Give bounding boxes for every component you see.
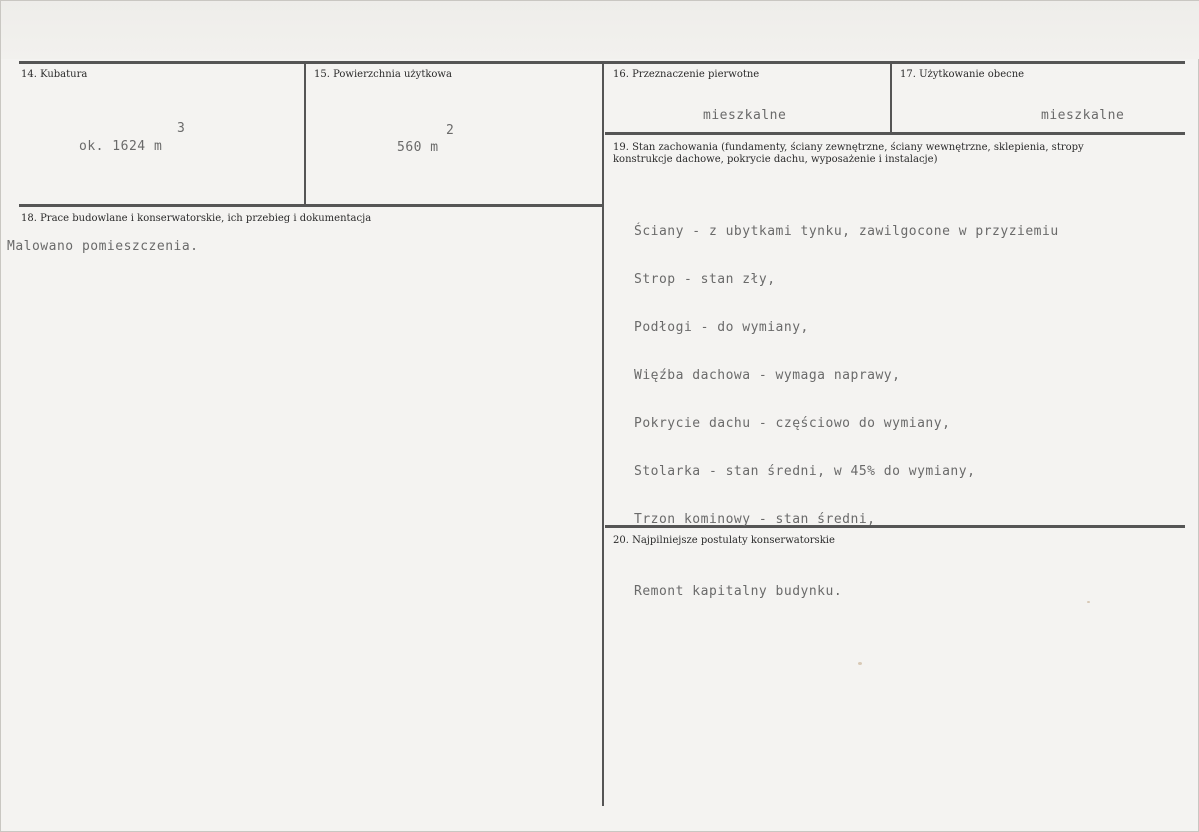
paper-speck — [1087, 601, 1090, 603]
field-19-label: 19. Stan zachowania (fundamenty, ściany zewnętrzne, ściany wewnętrzne, sklepienia, stropy konstrukcje dachowe, pokrycie dachu, wyposażenie i instalacje) — [613, 142, 1084, 165]
field-19-line: Stolarka - stan średni, w 45% do wymiany, — [634, 464, 976, 479]
field-15-value: 560 m — [397, 140, 439, 155]
field-14-label: 14. Kubatura — [21, 69, 88, 80]
field-19-line: Strop - stan zły, — [634, 272, 776, 287]
field-15-label: 15. Powierzchnia użytkowa — [314, 69, 452, 80]
field-18-label: 18. Prace budowlane i konserwatorskie, ich przebieg i dokumentacja — [21, 213, 372, 224]
field-20-value: Remont kapitalny budynku. — [634, 584, 843, 599]
field-15-exponent: 2 — [446, 123, 454, 138]
divider-16-17 — [890, 63, 892, 133]
field-16-value: mieszkalne — [703, 108, 787, 123]
field-14-value: ok. 1624 m — [79, 139, 163, 154]
center-divider — [602, 63, 604, 806]
field-18-value: Malowano pomieszczenia. — [7, 239, 199, 254]
field-17-label: 17. Użytkowanie obecne — [900, 69, 1025, 80]
field-19-lines — [634, 192, 1059, 560]
card-top-margin — [1, 1, 1199, 59]
rule-under-16-17 — [605, 132, 1185, 135]
field-19-line: Trzon kominowy - stan średni, — [634, 512, 876, 527]
field-19-line: Więźba dachowa - wymaga naprawy, — [634, 368, 901, 383]
paper-speck — [858, 662, 862, 665]
rule-under-14-15 — [19, 204, 603, 207]
field-19-line: Pokrycie dachu - częściowo do wymiany, — [634, 416, 951, 431]
divider-14-15 — [304, 63, 306, 204]
field-19-line: Ściany - z ubytkami tynku, zawilgocone w przyziemiu — [634, 224, 1059, 239]
field-16-label: 16. Przeznaczenie pierwotne — [613, 69, 760, 80]
field-17-value: mieszkalne — [1041, 108, 1125, 123]
field-14-exponent: 3 — [177, 121, 185, 136]
field-19-line: Podłogi - do wymiany, — [634, 320, 809, 335]
field-20-label: 20. Najpilniejsze postulaty konserwatorskie — [613, 535, 835, 546]
